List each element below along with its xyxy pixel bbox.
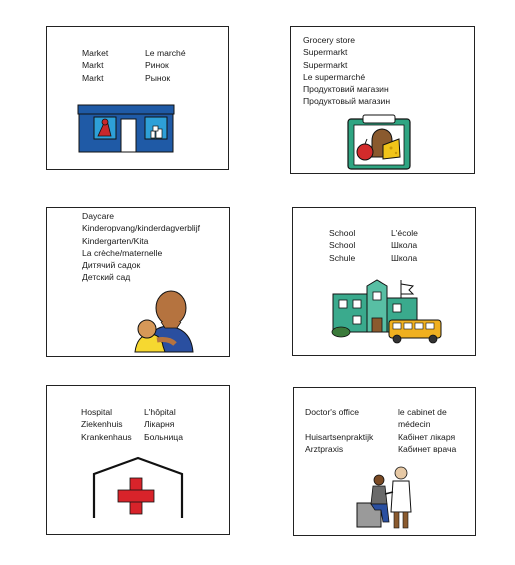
hospital-label-uk: Лікарня bbox=[144, 419, 175, 430]
market-label-uk: Ринок bbox=[145, 60, 169, 71]
doctor-patient-icon bbox=[357, 466, 417, 530]
card-market bbox=[46, 26, 229, 170]
school-col2 bbox=[391, 227, 418, 264]
grocery-label-nl: Supermarkt bbox=[303, 47, 348, 58]
school-label-uk: Школа bbox=[391, 240, 418, 251]
doctor-label-fr-2: médecin bbox=[398, 419, 431, 430]
hospital-label-nl: Ziekenhuis bbox=[81, 419, 123, 430]
school-label-nl: School bbox=[329, 240, 356, 251]
market-storefront-icon bbox=[78, 105, 174, 153]
school-label-ru: Школа bbox=[391, 252, 418, 263]
daycare-label-de: Kindergarten/Kita bbox=[82, 235, 149, 246]
doctor-label-en: Doctor's office bbox=[305, 407, 360, 417]
hospital-building-icon bbox=[91, 456, 185, 518]
adult-holding-child-icon bbox=[135, 288, 197, 352]
grocery-label-uk: Продуктовий магазин bbox=[303, 84, 389, 95]
grocery-label-fr: Le supermarché bbox=[303, 71, 366, 82]
doctor-col1 bbox=[305, 406, 373, 455]
daycare-label-fr: La crèche/maternelle bbox=[82, 247, 163, 258]
card-doctors-office bbox=[293, 387, 476, 536]
doctor-col2 bbox=[398, 406, 456, 455]
daycare-labels bbox=[82, 210, 200, 284]
daycare-label-nl: Kinderopvang/kinderdagverblijf bbox=[82, 223, 201, 234]
grocery-food-icon bbox=[347, 115, 411, 170]
daycare-label-en: Daycare bbox=[82, 211, 114, 221]
school-label-en: School bbox=[329, 228, 356, 238]
market-label-de: Markt bbox=[82, 72, 104, 83]
school-col1 bbox=[329, 227, 355, 264]
card-hospital bbox=[46, 385, 230, 535]
hospital-label-fr: L'hôpital bbox=[144, 407, 176, 417]
card-school bbox=[292, 207, 476, 356]
market-label-ru: Рынок bbox=[145, 72, 171, 83]
doctor-label-uk: Кабінет лікаря bbox=[398, 431, 456, 442]
daycare-label-uk: Дитячий садок bbox=[82, 260, 141, 271]
card-daycare bbox=[46, 207, 230, 357]
market-label-en: Market bbox=[82, 48, 109, 58]
hospital-label-ru: Больница bbox=[144, 431, 183, 442]
grocery-label-de: Supermarkt bbox=[303, 59, 348, 70]
doctor-label-de: Arztpraxis bbox=[305, 443, 344, 454]
school-label-fr: L'école bbox=[391, 228, 418, 238]
hospital-col2 bbox=[144, 406, 183, 443]
market-col2 bbox=[145, 47, 186, 84]
doctor-label-ru: Кабинет врача bbox=[398, 443, 457, 454]
doctor-label-fr-1: le cabinet de bbox=[398, 407, 447, 417]
market-label-fr: Le marché bbox=[145, 48, 186, 58]
grocery-label-en: Grocery store bbox=[303, 35, 356, 45]
hospital-col1 bbox=[81, 406, 132, 443]
hospital-label-en: Hospital bbox=[81, 407, 113, 417]
card-grocery-store bbox=[290, 26, 475, 174]
market-col1 bbox=[82, 47, 108, 84]
daycare-label-ru: Детский сад bbox=[82, 272, 131, 283]
doctor-label-nl: Huisartsenpraktijk bbox=[305, 431, 374, 442]
hospital-label-de: Krankenhaus bbox=[81, 431, 132, 442]
market-label-nl: Markt bbox=[82, 60, 104, 71]
school-label-de: Schule bbox=[329, 252, 356, 263]
grocery-labels bbox=[303, 34, 390, 108]
grocery-label-ru: Продуктовый магазин bbox=[303, 96, 391, 107]
doctor-label-spacer bbox=[305, 418, 373, 430]
school-building-icon bbox=[333, 276, 441, 344]
